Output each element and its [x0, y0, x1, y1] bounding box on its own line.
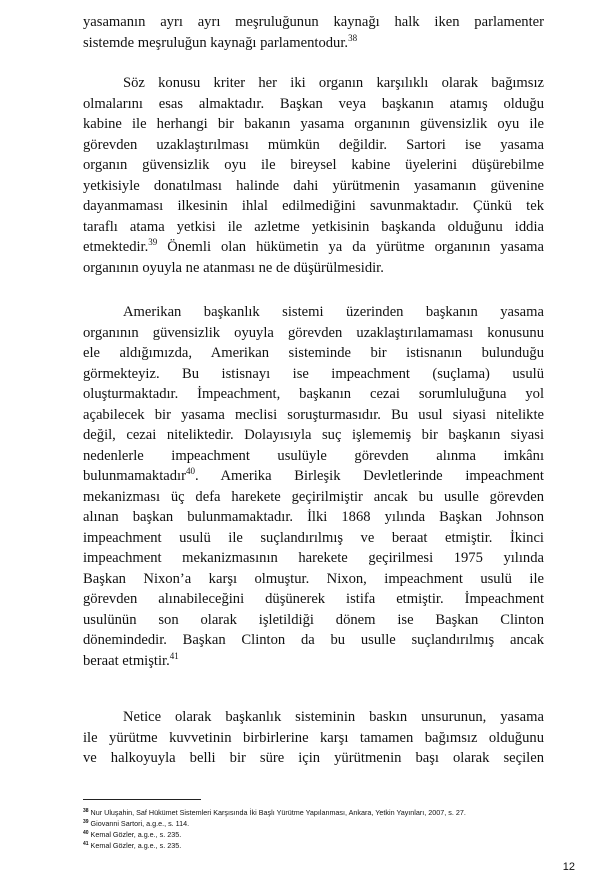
footnote-ref: 40	[185, 466, 195, 476]
footnote-number: 39	[83, 819, 89, 825]
text-line: bulunmamaktadır$^{40}$. Amerika Birleşik Devletlerinde impeachment	[83, 466, 544, 484]
text-line: organının oyuyla ne atanması ne de düşürülmesidir.	[83, 259, 384, 276]
footnote-number: 40	[83, 830, 89, 836]
text-line: beraat etmiştir.$^{41}$	[83, 650, 179, 669]
footnote	[83, 819, 553, 828]
text-line: Amerikan başkanlık sistemi üzerinden başkanın yasama	[123, 304, 544, 320]
paragraph	[83, 73, 544, 278]
footnote-number: 38	[83, 808, 89, 814]
footnote-text: Nur Uluşahin, Saf Hükümet Sistemleri Karşısında İki Başlı Yürütme Yapılanması, Ankara, Yetkin Yayınları, 2007, s. 27.	[88, 808, 466, 817]
page-number: 12	[562, 861, 575, 873]
text-line: sistemde meşruluğun kaynağı parlamentodur.$^{38}$	[83, 32, 358, 51]
text-line: dönemindedir. Başkan Clinton da bu usulle suçlandırılmış ancak	[83, 632, 544, 648]
text-line: organının güvensizlik oyuyla görevden uzaklaştırılamaması konusunu	[83, 324, 544, 341]
footnote-text: Kemal Gözler, a.g.e., s. 235.	[88, 830, 182, 839]
text-line: alınan başkan bulunmamaktadır. İlki 1868 yılında Başkan Johnson	[83, 509, 544, 525]
text-line: organın güvensizlik oyu ile bireysel kabine üyelerini düşürebilme	[83, 157, 544, 173]
text-line: kabine ile herhangi bir bakanın yasama organının güvensizlik oyu ile	[83, 116, 544, 132]
paragraph	[83, 707, 544, 769]
text-line: ele aldığımızda, Amerikan sisteminde bir istisnanın bulunduğu	[83, 345, 544, 361]
text-line: mekanizması üç defa harekete geçirilmiştir ancak bu usulle görevden	[83, 488, 544, 505]
text-line: Netice olarak başkanlık sisteminin baskın unsurunun, yasama	[123, 709, 544, 725]
footnote	[83, 830, 553, 839]
text-line: görevden alınabileceğini düşünerek istifa etmiştir. İmpeachment	[83, 591, 544, 607]
text-line: görmekteyiz. Bu istisnayı ise impeachment (suçlama) usulü	[83, 365, 544, 382]
text-line: değil, cezai niteliktedir. Dolayısıyla suç işlememiş bir başkanın siyasi	[83, 427, 544, 443]
paragraph	[83, 302, 544, 671]
text-line: impeachment mekanizmasının harekete geçirilmesi 1975 yılında	[83, 550, 544, 566]
text-line: yetkisiyle donatılması halinde dahi yürütmenin yasamanın güvenine	[83, 177, 544, 194]
text-line: impeachment usulü ile suçlandırılmış ve beraat etmiştir. İkinci	[83, 529, 544, 546]
footnote-text: Kemal Gözler, a.g.e., s. 235.	[88, 841, 182, 850]
text-line: ile yürütme kuvvetinin birbirlerine karşı tamamen bağımsız olduğunu	[83, 729, 544, 746]
footnote-ref: 38	[348, 32, 358, 43]
text-line: Başkan Nixon’a karşı olmuştur. Nixon, impeachment usulü ile	[83, 570, 544, 587]
footnote-text: Giovanni Sartori, a.g.e., s. 114.	[88, 819, 190, 828]
text-line: oluşturmaktadır. İmpeachment, başkanın cezai sorumluluğuna yol	[83, 386, 544, 402]
footnote	[83, 808, 553, 817]
text-line: görevden uzaklaştırılması mümkün değildir. Sartori ise yasama	[83, 136, 544, 153]
footnote	[83, 841, 553, 850]
text-line: usulünün son olarak işletildiği dönem ise Başkan Clinton	[83, 611, 544, 628]
text-line: nedenlerle impeachment usulüyle görevden alınma imkânı	[83, 447, 544, 464]
footnote-separator	[83, 799, 201, 800]
text-line: taraflı atama yetkisi ile azletme yetkisinin başkanda olduğunu iddia	[83, 218, 544, 235]
text-line: Söz konusu kriter her iki organın karşılıklı olarak bağımsız	[123, 75, 544, 91]
paragraph	[83, 12, 544, 53]
footnote-ref: 39	[148, 237, 158, 247]
text-line: etmektedir.$^{39}$ Önemli olan hükümetin ya da yürütme organının yasama	[83, 237, 544, 255]
text-line: olmalarını esas almaktadır. Başkan veya başkanın atamış olduğu	[83, 95, 544, 112]
footnote-number: 41	[83, 841, 89, 847]
footnote-ref: 41	[169, 650, 179, 661]
text-line: ve halkoyuyla belli bir süre için yürütmenin başı olarak seçilen	[83, 750, 544, 766]
text-line: açabilecek bir yasama meclisi soruşturmasıdır. Bu usul siyasi nitelikte	[83, 406, 544, 423]
text-line: dayanmaması ilkesinin ihlal edilmediğini savunmaktadır. Çünkü tek	[83, 198, 544, 214]
text-line: yasamanın ayrı ayrı meşruluğunun kaynağı halk iken parlamenter	[83, 14, 544, 30]
